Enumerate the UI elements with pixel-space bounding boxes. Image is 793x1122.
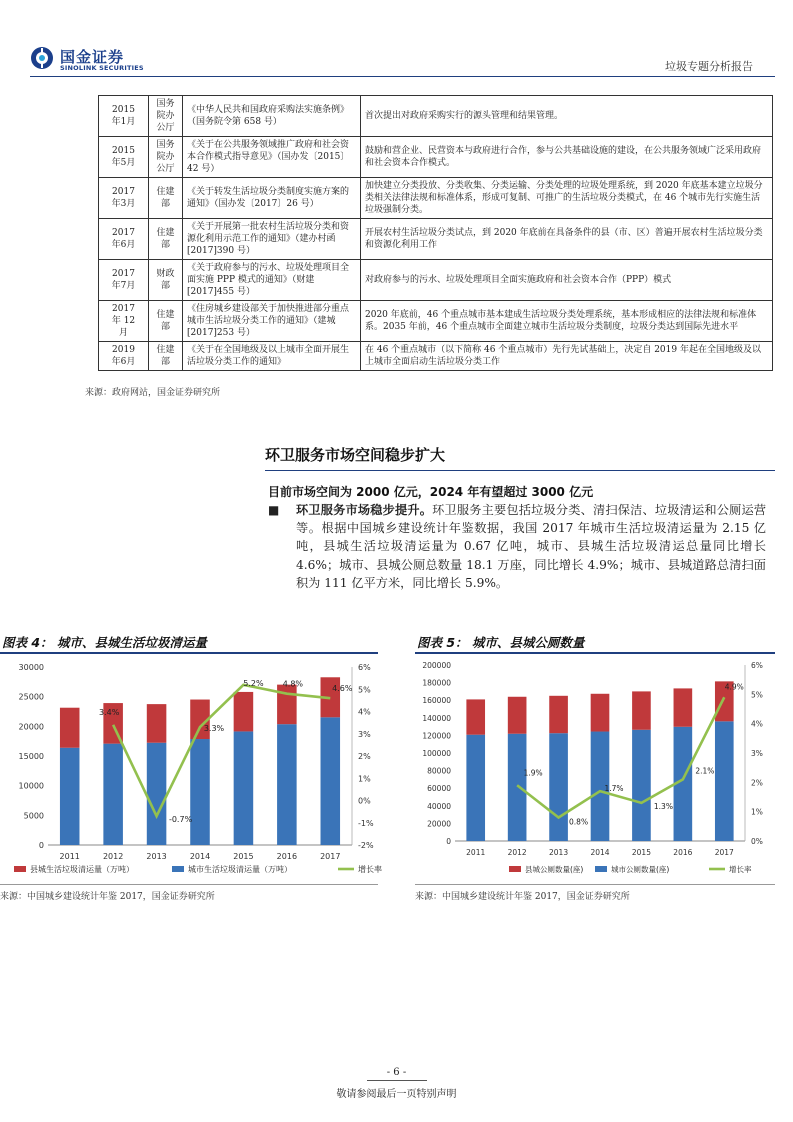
section-divider	[265, 470, 775, 471]
figure4-y2-tick-label: 2%	[358, 752, 371, 761]
figure5-bar-county	[508, 697, 527, 734]
figure5-x-tick-label: 2013	[549, 848, 569, 857]
figure4-y2-tick-label: -1%	[358, 818, 374, 828]
figure4-legend-label: 增长率	[358, 865, 382, 874]
figure5-bar-city	[549, 733, 568, 841]
policy-document: 《住房城乡建设部关于加快推进部分重点城市生活垃圾分类工作的通知》（建城[2017]253 号）	[183, 301, 361, 342]
policy-description: 加快建立分类投放、分类收集、分类运输、分类处理的垃圾处理系统，到 2020 年底基本建立垃圾分类相关法律法规和标准体系，形成可复制、可推广的生活垃圾分类模式，在 46 个城市先行实施生活垃圾强制分类。	[361, 178, 773, 219]
policy-year: 2017 年6月	[99, 219, 149, 260]
figure5-y2-tick-label: 4%	[751, 719, 763, 729]
figure4-bar-county	[234, 692, 254, 731]
policy-table	[98, 95, 773, 371]
figure4-legend-swatch	[14, 866, 26, 872]
figure5-y-tick-label: 0	[446, 837, 451, 846]
policy-year: 2019 年6月	[99, 342, 149, 371]
figure4-y2-tick-label: 1%	[358, 774, 371, 784]
figure4-y2-tick-label: 3%	[358, 729, 371, 739]
figure4-y2-tick-label: 4%	[358, 707, 371, 717]
header-divider	[30, 76, 775, 77]
figure4-bar-county	[147, 704, 167, 743]
figure5-legend-swatch	[595, 866, 607, 872]
figure4-growth-label: 5.2%	[243, 678, 264, 688]
sinolink-logo-icon	[30, 46, 54, 70]
figure4-bar-county	[60, 708, 80, 748]
body-paragraph	[296, 501, 766, 592]
table-row	[99, 219, 773, 260]
figure5-y-tick-label: 180000	[422, 678, 451, 688]
figure5-y-tick-label: 100000	[422, 749, 451, 758]
paragraph-text: 环卫服务主要包括垃圾分类、清扫保洁、垃圾清运和公厕运营等。根据中国城乡建设统计年鉴数据，我国 2017 年城市生活垃圾清运量为 2.15 亿吨，县城生活垃圾清运量为 0.67 亿吨，城市、县城生活垃圾清运总量同比增长 4.6%；城市、县城公厕总数量 18.1 万座，同比增长 4.9%；城市、县城道路总清扫面积为 111 亿平方米，同比增长 5.9%。	[296, 503, 767, 590]
table-row	[99, 96, 773, 137]
figure4-y2-tick-label: 6%	[358, 663, 371, 672]
figure5-bar-county	[466, 699, 485, 734]
figure5-legend-label: 增长率	[729, 865, 752, 874]
figure5-growth-label: 4.9%	[724, 682, 744, 692]
figure5-rule	[415, 652, 775, 654]
figure4-title: 图表 4： 城市、县城生活垃圾清运量	[2, 635, 207, 650]
table-row	[99, 137, 773, 178]
figure5-title: 图表 5： 城市、县城公厕数量	[417, 635, 585, 650]
figure4-y-tick-label: 25000	[18, 692, 44, 702]
figure5-y2-tick-label: 3%	[751, 749, 763, 758]
policy-department: 国务 院办 公厅	[149, 96, 183, 137]
page-number: - 6 -	[386, 1067, 407, 1078]
figure5-x-tick-label: 2011	[466, 848, 486, 857]
figure4-y2-tick-label: -2%	[358, 841, 374, 850]
figure5-y-tick-label: 40000	[427, 801, 451, 811]
figure4-y-tick-label: 0	[38, 841, 44, 850]
figure5-chart	[415, 655, 775, 883]
figure4-bar-city	[277, 724, 297, 845]
figure4-x-tick-label: 2017	[320, 852, 341, 861]
figure5-bottom-rule	[415, 884, 775, 885]
policy-document: 《关于转发生活垃圾分类制度实施方案的通知》（国办发〔2017〕26 号）	[183, 178, 361, 219]
figure5-y-tick-label: 200000	[422, 661, 451, 670]
figure4-bar-city	[234, 731, 254, 845]
figure4-growth-label: 3.3%	[203, 724, 225, 734]
policy-department: 住建 部	[149, 178, 183, 219]
bullet-icon: ■	[268, 503, 280, 517]
section-title: 环卫服务市场空间稳步扩大	[265, 446, 446, 464]
policy-year: 2017 年3月	[99, 178, 149, 219]
figure5-growth-label: 1.3%	[653, 801, 673, 811]
policy-year: 2017 年7月	[99, 260, 149, 301]
figure5-y2-tick-label: 2%	[751, 778, 763, 788]
figure4-y-tick-label: 20000	[18, 722, 44, 732]
paragraph-lead: 环卫服务市场稳步提升。	[296, 503, 433, 517]
figure4-growth-label: 4.6%	[332, 684, 353, 694]
figure5-growth-line	[517, 697, 724, 817]
figure4-chart	[0, 655, 382, 883]
figure5-y-tick-label: 60000	[427, 784, 451, 794]
figure4-growth-label: -0.7%	[168, 815, 193, 825]
figure4-y2-tick-label: 0%	[358, 796, 371, 806]
figure5-bar-city	[715, 721, 734, 841]
figure5-legend-label: 县城公厕数量(座)	[525, 865, 584, 874]
policy-description: 鼓励和营企业、民营资本与政府进行合作，参与公共基础设施的建设，在公共服务领域广泛采用政府和社会资本合作模式。	[361, 137, 773, 178]
figure5-x-tick-label: 2016	[673, 848, 693, 857]
table-row	[99, 178, 773, 219]
policy-description: 对政府参与的污水、垃圾处理项目全面实施政府和社会资本合作（PPP）模式	[361, 260, 773, 301]
figure5-bar-city	[632, 730, 651, 841]
figure4-x-tick-label: 2014	[189, 852, 211, 861]
figure5-growth-label: 1.7%	[604, 784, 624, 794]
policy-department: 住建 部	[149, 301, 183, 342]
table-row	[99, 342, 773, 371]
figure4-bar-city	[147, 743, 167, 845]
figure4-x-tick-label: 2015	[233, 852, 254, 861]
section-subtitle: 目前市场空间为 2000 亿元，2024 年有望超过 3000 亿元	[268, 485, 594, 499]
policy-year: 2017 年 12 月	[99, 301, 149, 342]
figure4-legend-label: 城市生活垃圾清运量（万吨）	[188, 865, 292, 874]
figure5-legend-swatch	[509, 866, 521, 872]
figure5-source: 来源：中国城乡建设统计年鉴 2017，国金证券研究所	[415, 892, 630, 902]
policy-description: 首次提出对政府采购实行的源头管理和结果管理。	[361, 96, 773, 137]
figure4-x-tick-label: 2012	[102, 852, 124, 861]
figure5-growth-label: 2.1%	[695, 766, 715, 776]
figure4-y-tick-label: 30000	[18, 663, 44, 672]
policy-department: 国务 院办 公厅	[149, 137, 183, 178]
policy-year: 2015 年1月	[99, 96, 149, 137]
figure4-y-tick-label: 15000	[18, 752, 44, 761]
figure4-bar-county	[277, 685, 297, 725]
figure4-bottom-rule	[0, 884, 378, 885]
table-row	[99, 260, 773, 301]
figure5-y2-tick-label: 6%	[751, 661, 763, 670]
figure5-y-tick-label: 120000	[422, 731, 451, 741]
figure4-x-tick-label: 2011	[59, 852, 80, 861]
figure4-bar-city	[60, 748, 80, 845]
policy-year: 2015 年5月	[99, 137, 149, 178]
figure5-bar-city	[508, 734, 527, 841]
figure5-y-tick-label: 140000	[422, 713, 451, 723]
policy-document: 《中华人民共和国政府采购法实施条例》（国务院令第 658 号）	[183, 96, 361, 137]
policy-document: 《关于政府参与的污水、垃圾处理项目全面实施 PPP 模式的通知》（财建[2017]455 号）	[183, 260, 361, 301]
figure4-source: 来源：中国城乡建设统计年鉴 2017，国金证券研究所	[0, 892, 215, 902]
figure4-bar-city	[103, 744, 123, 845]
figure4-growth-line	[113, 685, 330, 816]
policy-department: 住建 部	[149, 342, 183, 371]
policy-document: 《关于开展第一批农村生活垃圾分类和资源化利用示范工作的通知》（建办村函[2017]390 号）	[183, 219, 361, 260]
figure4-legend-label: 县城生活垃圾清运量（万吨）	[30, 865, 134, 874]
policy-department: 财政 部	[149, 260, 183, 301]
figure5-y-tick-label: 80000	[427, 766, 451, 776]
policy-description: 开展农村生活垃圾分类试点，到 2020 年底前在具备条件的县（市、区）普遍开展农村生活垃圾分类和资源化利用工作	[361, 219, 773, 260]
figure5-y2-tick-label: 5%	[751, 690, 763, 700]
figure4-rule	[0, 652, 378, 654]
figure5-growth-label: 0.8%	[569, 817, 589, 827]
table-source: 来源：政府网站，国金证券研究所	[85, 388, 221, 398]
figure4-x-tick-label: 2013	[146, 852, 167, 861]
figure5-bar-county	[674, 688, 693, 726]
figure4-legend-swatch	[172, 866, 184, 872]
figure5-y2-tick-label: 0%	[751, 837, 763, 846]
figure5-legend-label: 城市公厕数量(座)	[611, 865, 670, 874]
figure4-y-tick-label: 10000	[18, 781, 44, 791]
figure4-y2-tick-label: 5%	[358, 685, 371, 695]
figure4-bar-city	[190, 739, 210, 845]
figure4-bar-city	[321, 717, 341, 845]
figure5-growth-label: 1.9%	[523, 768, 543, 778]
table-row	[99, 301, 773, 342]
policy-department: 住建 部	[149, 219, 183, 260]
figure4-growth-label: 4.8%	[282, 679, 304, 689]
page-number-rule	[367, 1080, 427, 1081]
logo-name-en: SINOLINK SECURITIES	[60, 64, 144, 72]
figure5-bar-city	[466, 735, 485, 841]
figure5-x-tick-label: 2014	[590, 848, 610, 857]
policy-document: 《关于在公共服务领域推广政府和社会资本合作模式指导意见》（国办发〔2015〕42 号）	[183, 137, 361, 178]
figure5-bar-county	[549, 696, 568, 733]
figure4-x-tick-label: 2016	[276, 852, 298, 861]
figure5-y2-tick-label: 1%	[751, 807, 763, 817]
figure5-y-tick-label: 20000	[427, 819, 451, 829]
disclaimer-note: 敬请参阅最后一页特别声明	[336, 1089, 457, 1100]
figure5-y-tick-label: 160000	[422, 696, 451, 706]
figure5-x-tick-label: 2015	[631, 848, 651, 857]
figure4-y-tick-label: 5000	[23, 811, 44, 821]
figure5-x-tick-label: 2012	[507, 848, 527, 857]
figure4-growth-label: 3.4%	[98, 707, 120, 717]
policy-description: 在 46 个重点城市（以下简称 46 个重点城市）先行先试基础上，决定自 2019 年起在全国地级及以上城市全面启动生活垃圾分类工作	[361, 342, 773, 371]
figure5-x-tick-label: 2017	[714, 848, 734, 857]
policy-description: 2020 年底前，46 个重点城市基本建成生活垃圾分类处理系统，基本形成相应的法律法规和标准体系。2035 年前，46 个重点城市全面建立城市生活垃圾分类制度，垃圾分类达到国际先进水平	[361, 301, 773, 342]
figure5-bar-county	[632, 691, 651, 729]
logo-name-cn: 国金证券	[60, 48, 125, 66]
policy-document: 《关于在全国地级及以上城市全面开展生活垃圾分类工作的通知》	[183, 342, 361, 371]
report-title: 垃圾专题分析报告	[665, 60, 753, 73]
figure5-bar-county	[591, 694, 610, 732]
